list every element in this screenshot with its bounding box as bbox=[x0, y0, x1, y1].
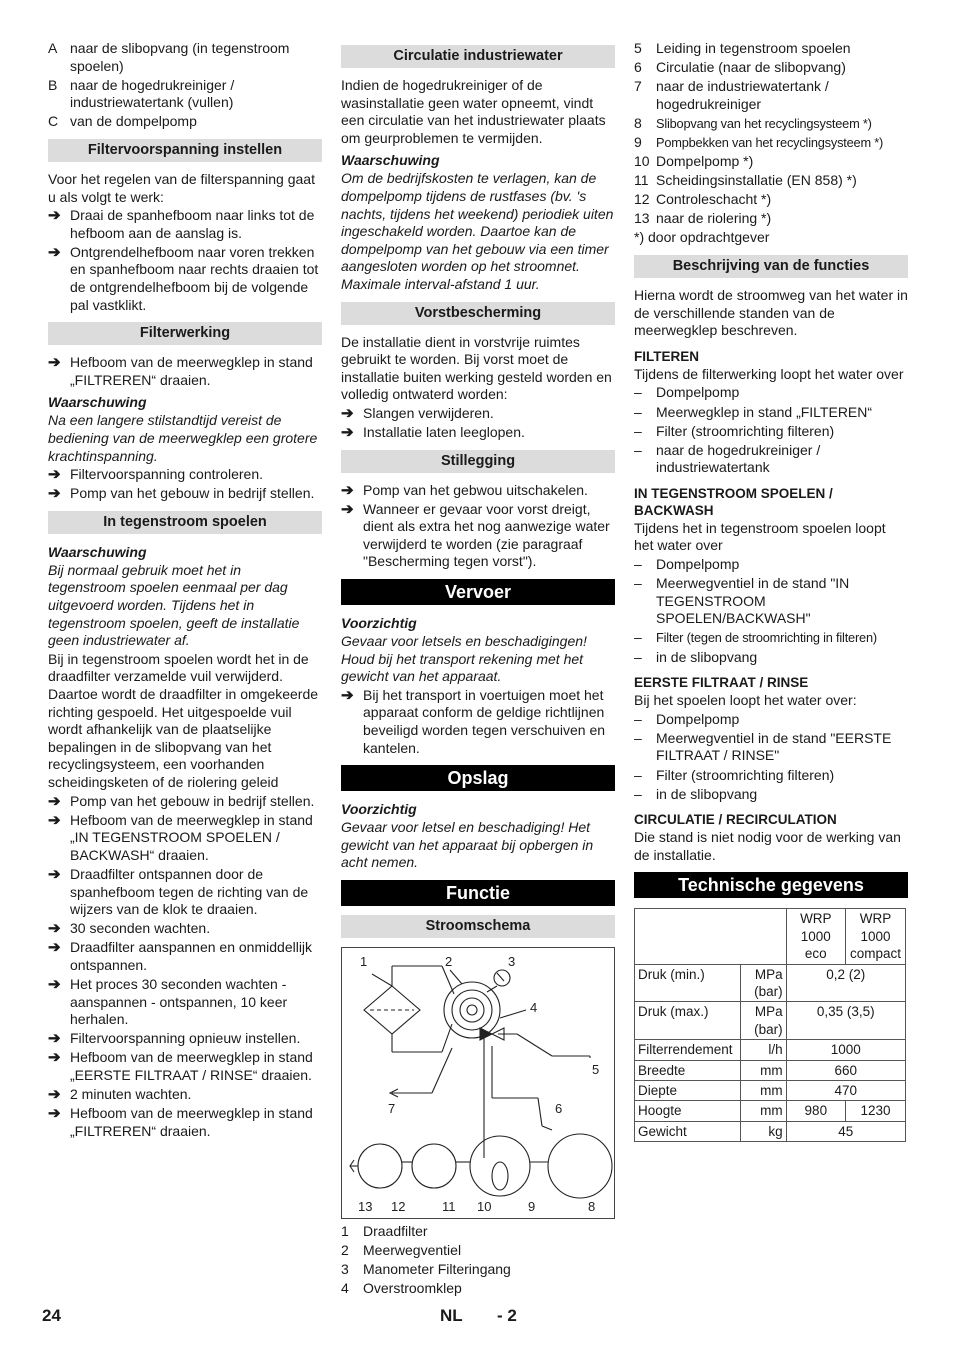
section-heading-vorst: Vorstbescherming bbox=[341, 302, 615, 325]
gauge-needle bbox=[497, 973, 504, 981]
arrow-right-icon: ➔ bbox=[341, 424, 354, 441]
dash-item: – naar de hogedrukreiniger / industriewatertank bbox=[634, 441, 821, 476]
page-subnumber: - 2 bbox=[497, 1306, 517, 1325]
dash-item: – in de slibopvang bbox=[634, 648, 758, 665]
pipe-line bbox=[538, 1098, 542, 1126]
step-item: ➔ Pomp van het gebouw in bedrijf stellen. bbox=[48, 485, 315, 503]
dash-item: – Meerwegventiel in de stand "IN TEGENSTROOM SPOELEN/BACKWASH" bbox=[634, 575, 850, 627]
pipe-line bbox=[517, 1034, 552, 1056]
arrow-right-icon: ➔ bbox=[48, 939, 61, 957]
legend-item: 9 Pompbekken van het recyclingsysteem *) bbox=[634, 133, 884, 150]
step-item: ➔ Bij het transport in voertuigen moet het apparaat conform de geldige richtlijnen beveiligd worden tegen verschuiven en kantelen. bbox=[341, 686, 606, 756]
arrow-right-icon: ➔ bbox=[48, 976, 61, 994]
arrow-right-icon: ➔ bbox=[48, 243, 61, 261]
table-row: Diepte mm 470 bbox=[635, 1081, 906, 1101]
step-item: ➔ Pomp van het gebwou uitschakelen. bbox=[341, 481, 588, 499]
separator-icon bbox=[412, 1144, 456, 1188]
step-item: ➔ 30 seconden wachten. bbox=[48, 920, 211, 938]
step-item: ➔ Installatie laten leeglopen. bbox=[341, 424, 525, 441]
chapter-heading-functie: Functie bbox=[341, 880, 615, 906]
table-row: Breedte mm 660 bbox=[635, 1060, 906, 1080]
table-row: Hoogte mm 980 1230 bbox=[635, 1101, 906, 1121]
page-number: 24 bbox=[42, 1306, 61, 1325]
section-heading-filterwerking: Filterwerking bbox=[48, 322, 322, 345]
leader-line-1 bbox=[372, 974, 392, 986]
diagram-label: 7 bbox=[388, 1101, 396, 1116]
legend-item: 4 Overstroomklep bbox=[341, 1280, 462, 1297]
flow-diagram-graphic bbox=[342, 948, 614, 1218]
column-left bbox=[48, 40, 322, 1142]
section-heading-stillegging: Stillegging bbox=[341, 450, 615, 473]
step-item: ➔ Filtervoorspanning controleren. bbox=[48, 466, 263, 484]
mode-heading-circulatie: CIRCULATIE / RECIRCULATION bbox=[634, 812, 837, 828]
diagram-legend bbox=[341, 1223, 615, 1298]
diagram-label: 13 bbox=[358, 1199, 373, 1214]
control-shaft-icon bbox=[358, 1144, 402, 1188]
column-right bbox=[634, 40, 908, 1142]
diagram-label: 3 bbox=[508, 954, 516, 969]
step-item: ➔ Draadfilter aanspannen en onmiddellijk ontspannen. bbox=[48, 939, 313, 973]
step-item: ➔ Hefboom van de meerwegklep in stand „FILTREREN“ draaien. bbox=[48, 1105, 313, 1139]
warning-text: Om de bedrijfskosten te verlagen, kan de dompelpomp tijdens de rustfases (bv. 's nachts, tijdens het weekend) periodiek uiten ingeschakeld worden. Daartoe kan de dompelpomp van het gebouw via een timer aangesloten worden op het stroomnet. Maximale interval-afstand 1 uur. bbox=[341, 170, 614, 292]
paragraph: Voor het regelen van de filterspanning gaat u als volgt te werk: bbox=[48, 170, 315, 205]
step-item: ➔ Draadfilter ontspannen door de spanhefboom tegen de richting van de wijzers van de klok te draaien. bbox=[48, 865, 309, 918]
legend-item: 8 Slibopvang van het recyclingsysteem *) bbox=[634, 114, 872, 131]
arrow-right-icon: ➔ bbox=[341, 500, 354, 518]
pump-basin-icon bbox=[470, 1136, 530, 1196]
arrow-right-icon: ➔ bbox=[48, 354, 61, 372]
arrow-right-icon: ➔ bbox=[48, 1086, 61, 1104]
multiway-valve-core bbox=[467, 1005, 477, 1015]
section-heading-circulatie: Circulatie industriewater bbox=[341, 45, 615, 68]
dash-item: – in de slibopvang bbox=[634, 785, 758, 802]
arrow-right-icon: ➔ bbox=[341, 404, 354, 422]
table-row: Druk (min.) MPa (bar) 0,2 (2) bbox=[635, 964, 906, 1002]
diagram-label: 5 bbox=[592, 1062, 600, 1077]
list-item: C van de dompelpomp bbox=[48, 113, 197, 130]
abc-list bbox=[48, 40, 322, 131]
diagram-label: 10 bbox=[477, 1199, 492, 1214]
diagram-label: 8 bbox=[588, 1199, 596, 1214]
flow-diagram bbox=[341, 947, 615, 1219]
step-item: ➔ Filtervoorspanning opnieuw instellen. bbox=[48, 1030, 301, 1048]
warning-text: Na een langere stilstandtijd vereist de bediening van de meerwegklep een grotere krachtinspanning. bbox=[48, 412, 318, 464]
step-item: ➔ Hefboom van de meerwegklep in stand „FILTREREN“ draaien. bbox=[48, 354, 313, 388]
step-item: ➔ 2 minuten wachten. bbox=[48, 1086, 192, 1104]
arrow-right-icon: ➔ bbox=[48, 485, 61, 503]
step-item: ➔ Draai de spanhefboom naar links tot de hefboom aan de aanslag is. bbox=[48, 207, 315, 241]
caution-text: Gevaar voor letsels en beschadigingen! Houd bij het transport rekening met het gewicht van het apparaat. bbox=[341, 633, 587, 685]
dash-item: – Meerwegklep in stand „FILTEREN“ bbox=[634, 403, 873, 420]
arrow-right-icon: ➔ bbox=[341, 481, 354, 499]
arrow-right-icon: ➔ bbox=[48, 466, 61, 484]
arrow-right-icon: ➔ bbox=[48, 920, 61, 938]
caution-label: Voorzichtig bbox=[341, 615, 417, 632]
steps-tegenstroom bbox=[48, 793, 322, 1141]
section-heading-stroomschema: Stroomschema bbox=[341, 915, 615, 938]
arrow-right-icon: ➔ bbox=[48, 792, 61, 810]
mode-heading-eerste-filtraat: EERSTE FILTRAAT / RINSE bbox=[634, 675, 809, 691]
paragraph: Die stand is niet nodig voor de werking van de installatie. bbox=[634, 829, 901, 863]
overflow-valve-icon bbox=[480, 1028, 492, 1040]
step-item: ➔ Pomp van het gebouw in bedrijf stellen. bbox=[48, 792, 315, 810]
pipe-line bbox=[432, 1048, 452, 1093]
paragraph: Tijdens de filterwerking loopt het water over bbox=[634, 365, 904, 382]
step-item: ➔ Ontgrendelhefboom naar voren trekken en spanhefboom naar rechts draaien tot de ontgrendelhefboom bij de volgende pal vastklikt. bbox=[48, 243, 319, 313]
paragraph: Hierna wordt de stroomweg van het water in de verschillende standen van de meerwegklep beschreven. bbox=[634, 287, 908, 339]
multiway-valve-ring bbox=[452, 990, 492, 1030]
table-row: Druk (max.) MPa (bar) 0,35 (3,5) bbox=[635, 1002, 906, 1040]
mode-heading-tegenstroom: IN TEGENSTROOM SPOELEN / BACKWASH bbox=[634, 485, 833, 518]
legend-item: 6 Circulatie (naar de slibopvang) bbox=[634, 59, 846, 76]
column-header-compact: WRP 1000 compact bbox=[846, 909, 906, 964]
caution-text: Gevaar voor letsel en beschadiging! Het gewicht van het apparaat bij opbergen in acht nemen. bbox=[341, 819, 594, 871]
table-row: Filterrendement l/h 1000 bbox=[635, 1040, 906, 1060]
dash-item: – Dompelpomp bbox=[634, 710, 740, 727]
arrow-right-icon: ➔ bbox=[48, 1030, 61, 1048]
diagram-label: 4 bbox=[530, 1000, 538, 1015]
legend-item: 10 Dompelpomp *) bbox=[634, 153, 754, 170]
mode-heading-filteren: FILTEREN bbox=[634, 348, 699, 364]
legend-item: 13 naar de riolering *) bbox=[634, 210, 772, 227]
chapter-heading-technische-gegevens: Technische gegevens bbox=[634, 872, 908, 898]
step-item: ➔ Hefboom van de meerwegklep in stand „IN TEGENSTROOM SPOELEN / BACKWASH“ draaien. bbox=[48, 811, 313, 863]
legend-item: 1 Draadfilter bbox=[341, 1223, 428, 1239]
diagram-label: 11 bbox=[442, 1199, 456, 1214]
arrow-right-icon: ➔ bbox=[341, 686, 354, 704]
step-item: ➔ Hefboom van de meerwegklep in stand „EERSTE FILTRAAT / RINSE“ draaien. bbox=[48, 1049, 313, 1083]
dash-item: – Dompelpomp bbox=[634, 556, 740, 573]
step-item: ➔ Slangen verwijderen. bbox=[341, 404, 494, 422]
arrow-down-icon bbox=[542, 1126, 552, 1130]
dash-item: – Filter (stroomrichting filteren) bbox=[634, 422, 835, 439]
arrow-right-icon: ➔ bbox=[48, 1105, 61, 1123]
paragraph: Indien de hogedrukreiniger of de wasinstallatie geen water opneemt, vindt een circulatie van het industriewater plaats om geurproblemen te vermijden. bbox=[341, 77, 606, 146]
paragraph: De installatie dient in vorstvrije ruimtes gebruikt te worden. Bij vorst moet de installatie buiten werking gesteld worden en volledig ontwaterd worden: bbox=[341, 333, 612, 403]
step-item: ➔ Wanneer er gevaar voor vorst dreigt, dient als extra het nog aanwezige water verwijderd te worden (zie paragraaf "Bescherming tegen vorst"). bbox=[341, 500, 610, 570]
warning-label: Waarschuwing bbox=[341, 152, 440, 169]
paragraph: Tijdens het in tegenstroom spoelen loopt het water over bbox=[634, 519, 886, 554]
arrow-right-icon: ➔ bbox=[48, 865, 61, 883]
diagram-legend-continued bbox=[634, 40, 908, 228]
warning-text: Bij normaal gebruik moet het in tegenstroom spoelen eenmaal per dag uitgevoerd worden. Tijdens het in tegenstroom spoelen, geeft de installatie geen industriewater af. bbox=[48, 561, 300, 649]
diagram-label: 2 bbox=[445, 954, 453, 969]
diagram-label: 9 bbox=[528, 1199, 536, 1214]
chapter-heading-opslag: Opslag bbox=[341, 765, 615, 791]
dash-item: – Meerwegventiel in de stand "EERSTE FILTRAAT / RINSE" bbox=[634, 729, 892, 764]
list-item: B naar de hogedrukreiniger / industriewatertank (vullen) bbox=[48, 76, 235, 111]
paragraph: Bij het spoelen loopt het water over: bbox=[634, 692, 857, 709]
chapter-heading-vervoer: Vervoer bbox=[341, 579, 615, 605]
column-header-eco: WRP 1000 eco bbox=[786, 909, 845, 964]
paragraph: Bij in tegenstroom spoelen wordt het in de draadfilter verzamelde vuil verwijderd. Daartoe wordt de draadfilter in omgekeerde richting gespoeld. Het uitgespoelde vuil wordt afhankelijk van de plaatselijke bepalingen in de slibopvang van het recyclingsysteem, een voorhanden scheidingsketen of de riolering geleid bbox=[48, 650, 319, 790]
leader-line-4 bbox=[500, 1010, 526, 1018]
legend-item: 11 Scheidingsinstallatie (EN 858) *) bbox=[634, 172, 857, 189]
legend-item: 7 naar de industriewatertank / hogedrukreiniger bbox=[634, 78, 829, 112]
table-row: Gewicht kg 45 bbox=[635, 1121, 906, 1141]
warning-label: Waarschuwing bbox=[48, 394, 147, 411]
table-header-row bbox=[635, 909, 906, 964]
dash-item: – Filter (tegen de stroomrichting in filteren) bbox=[634, 629, 877, 646]
arrow-right-icon: ➔ bbox=[48, 207, 61, 225]
multiway-valve-inner bbox=[460, 998, 484, 1022]
diagram-label: 1 bbox=[360, 954, 368, 969]
technical-data-table bbox=[634, 908, 906, 1142]
submersible-pump-icon bbox=[492, 1162, 508, 1190]
arrow-right-icon: ➔ bbox=[48, 1049, 61, 1067]
section-heading-beschrijving: Beschrijving van de functies bbox=[634, 255, 908, 278]
step-item: ➔ Het proces 30 seconden wachten - aanspannen - ontspannen, 10 keer herhalen. bbox=[48, 976, 288, 1028]
column-middle bbox=[341, 40, 615, 1299]
dash-item: – Dompelpomp bbox=[634, 384, 740, 401]
section-heading-tegenstroom: In tegenstroom spoelen bbox=[48, 511, 322, 534]
sludge-trap-icon bbox=[548, 1134, 612, 1198]
arrow-right-icon: ➔ bbox=[48, 811, 61, 829]
diagram-label: 6 bbox=[555, 1101, 563, 1116]
legend-item: 2 Meerwegventiel bbox=[341, 1242, 462, 1259]
language-code: NL bbox=[440, 1306, 463, 1325]
dash-item: – Filter (stroomrichting filteren) bbox=[634, 766, 835, 783]
legend-item: 12 Controleschacht *) bbox=[634, 191, 772, 208]
legend-item: 3 Manometer Filteringang bbox=[341, 1261, 511, 1278]
leader-line-2 bbox=[450, 970, 462, 984]
legend-item: 5 Leiding in tegenstroom spoelen bbox=[634, 40, 851, 56]
section-heading-filtervoorspanning: Filtervoorspanning instellen bbox=[48, 139, 322, 162]
list-item: A naar de slibopvang (in tegenstroom spoelen) bbox=[48, 40, 290, 74]
warning-label: Waarschuwing bbox=[48, 543, 147, 560]
diagram-label: 12 bbox=[391, 1199, 406, 1214]
footnote: *) door opdrachtgever bbox=[634, 229, 770, 246]
caution-label: Voorzichtig bbox=[341, 801, 417, 818]
